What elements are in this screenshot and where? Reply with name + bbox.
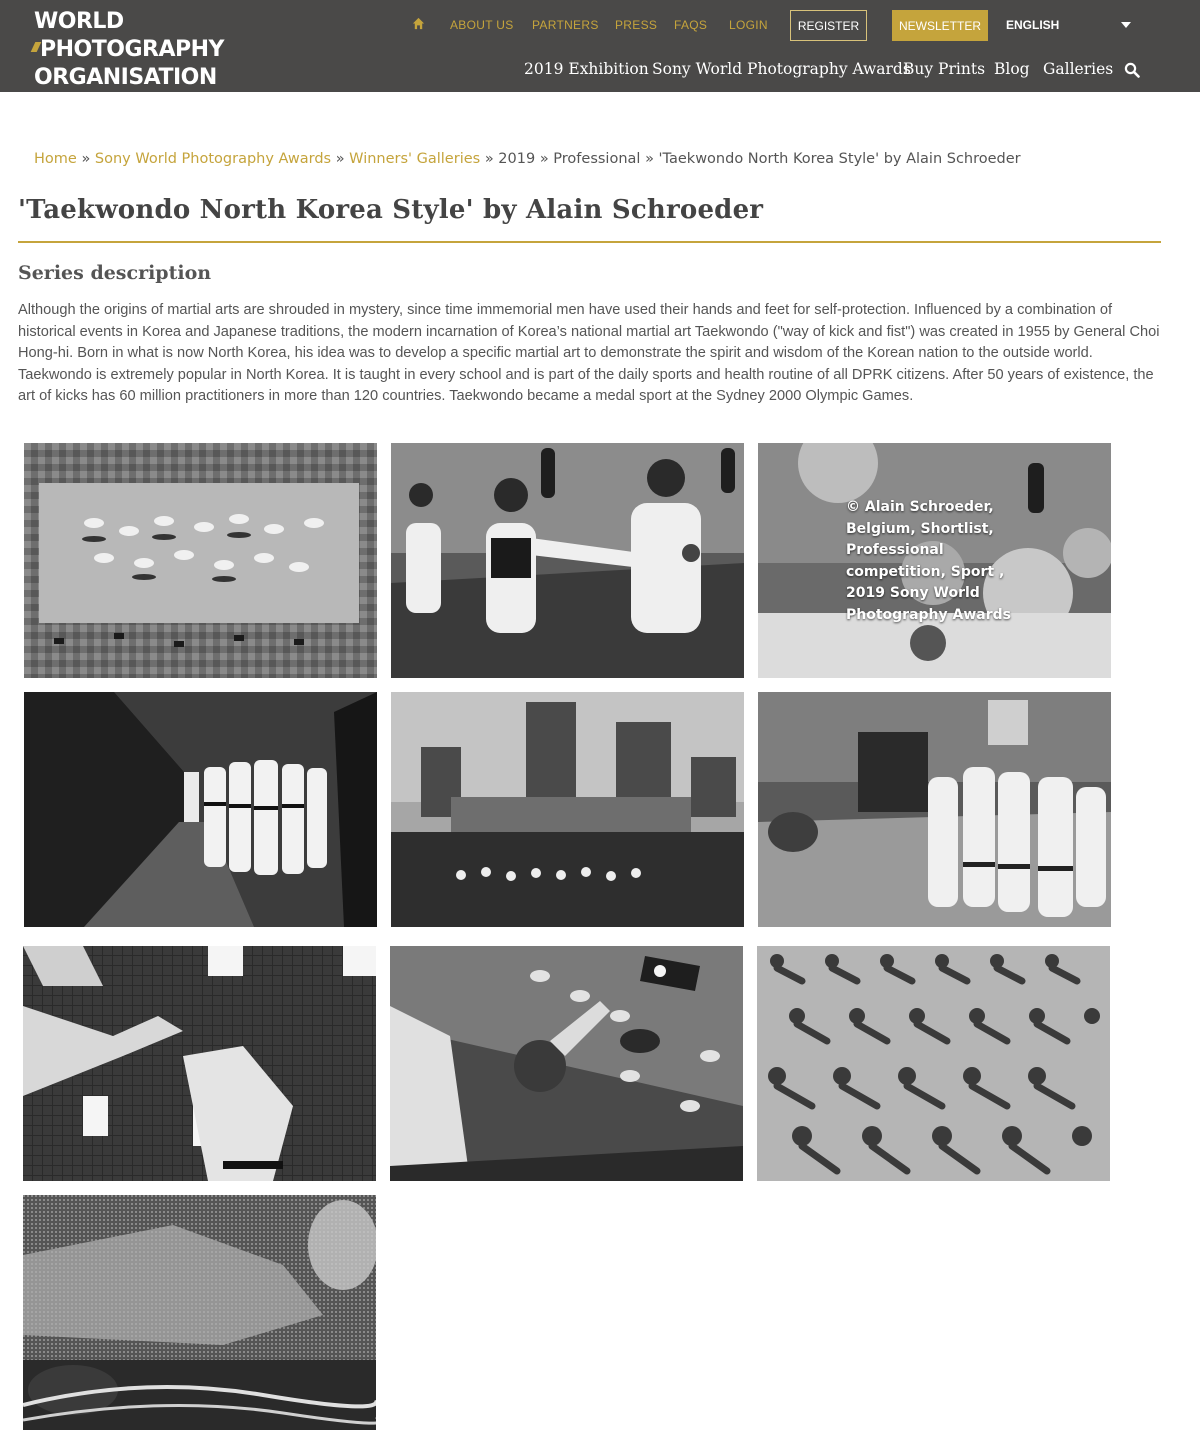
photo-image: [24, 443, 377, 678]
photo-image: [23, 946, 376, 1181]
gallery-photo-10[interactable]: [23, 1195, 376, 1430]
main-nav-2019-exhibition[interactable]: 2019 Exhibition: [524, 60, 649, 78]
main-nav-sony-awards[interactable]: Sony World Photography Awards: [652, 60, 911, 78]
photo-image: [391, 692, 744, 927]
gallery-photo-4[interactable]: [24, 692, 377, 927]
gallery-photo-8[interactable]: [390, 946, 743, 1181]
gallery-photo-3[interactable]: [758, 443, 1111, 678]
logo-line-1: WORLD: [34, 9, 124, 34]
breadcrumb-current: 'Taekwondo North Korea Style' by Alain Schroeder: [658, 151, 1021, 167]
register-button[interactable]: REGISTER: [790, 10, 867, 41]
breadcrumb-separator: »: [81, 151, 91, 167]
top-nav-login[interactable]: LOGIN: [729, 18, 768, 32]
photo-caption-overlay: © Alain Schroeder, Belgium, Shortlist, Professional competition, Sport , 2019 Sony World Photography Awards: [846, 499, 1011, 623]
gallery-photo-7[interactable]: [23, 946, 376, 1181]
breadcrumb-separator: »: [645, 151, 654, 167]
gallery-photo-6[interactable]: [758, 692, 1111, 927]
photo-image: [24, 692, 377, 927]
gallery-photo-5[interactable]: [391, 692, 744, 927]
search-icon[interactable]: [1124, 62, 1140, 78]
photo-image: [758, 692, 1111, 927]
page-title: 'Taekwondo North Korea Style' by Alain Schroeder: [18, 195, 764, 225]
main-nav-galleries[interactable]: Galleries: [1043, 60, 1114, 78]
logo-line-2: PHOTOGRAPHY: [40, 37, 224, 62]
logo-line-3: ORGANISATION: [34, 65, 217, 90]
breadcrumb-separator: »: [484, 151, 494, 167]
top-nav-press[interactable]: PRESS: [615, 18, 658, 32]
top-nav: [0, 10, 1200, 40]
photo-image: [23, 1195, 376, 1430]
section-heading: Series description: [18, 262, 212, 284]
site-header: [0, 0, 1200, 92]
gallery-photo-9[interactable]: [757, 946, 1110, 1181]
breadcrumb-sony-awards[interactable]: Sony World Photography Awards: [94, 151, 332, 167]
main-nav-blog[interactable]: Blog: [994, 60, 1030, 78]
top-nav-faqs[interactable]: FAQS: [674, 18, 708, 32]
series-description: Although the origins of martial arts are shrouded in mystery, since time immemorial men have used their hands and feet for self-protection. Influenced by a combination of historical events in Korea and Japanese traditions, the modern incarnation of Korea’s national martial art Taekwondo ("way of kick and fist") was created in 1955 by General Choi Hong-hi. Born in what is now North Korea, his idea was to develop a specific martial art to demonstrate the spirit and wisdom of the Korean nation to the outside world. Taekwondo is extremely popular in North Korea. It is taught in every school and is part of the daily sports and health routine of all DPRK citizens. After 50 years of existence, the art of kicks has 60 million practitioners in more than 120 countries. Taekwondo became a medal sport at the Sydney 2000 Olympic Games.: [18, 302, 1160, 404]
top-nav-about-us[interactable]: ABOUT US: [450, 18, 514, 32]
photo-image: [390, 946, 743, 1181]
newsletter-button[interactable]: NEWSLETTER: [892, 10, 988, 41]
breadcrumb: [34, 151, 1021, 167]
photo-image: [391, 443, 744, 678]
breadcrumb-separator: »: [335, 151, 345, 167]
home-icon[interactable]: [412, 17, 425, 30]
title-divider: [18, 241, 1161, 243]
breadcrumb-home[interactable]: Home: [34, 151, 77, 167]
breadcrumb-category: Professional: [553, 151, 641, 167]
breadcrumb-separator: »: [539, 151, 549, 167]
main-nav-buy-prints[interactable]: Buy Prints: [903, 60, 986, 78]
chevron-down-icon[interactable]: [1121, 22, 1131, 28]
main-nav: [0, 60, 1200, 84]
gallery-photo-1[interactable]: [24, 443, 377, 678]
breadcrumb-year: 2019: [498, 151, 536, 167]
gallery-photo-2[interactable]: [391, 443, 744, 678]
language-selector[interactable]: ENGLISH: [1006, 18, 1060, 32]
top-nav-partners[interactable]: PARTNERS: [532, 18, 599, 32]
breadcrumb-winners-galleries[interactable]: Winners' Galleries: [349, 151, 481, 167]
photo-image: [757, 946, 1110, 1181]
